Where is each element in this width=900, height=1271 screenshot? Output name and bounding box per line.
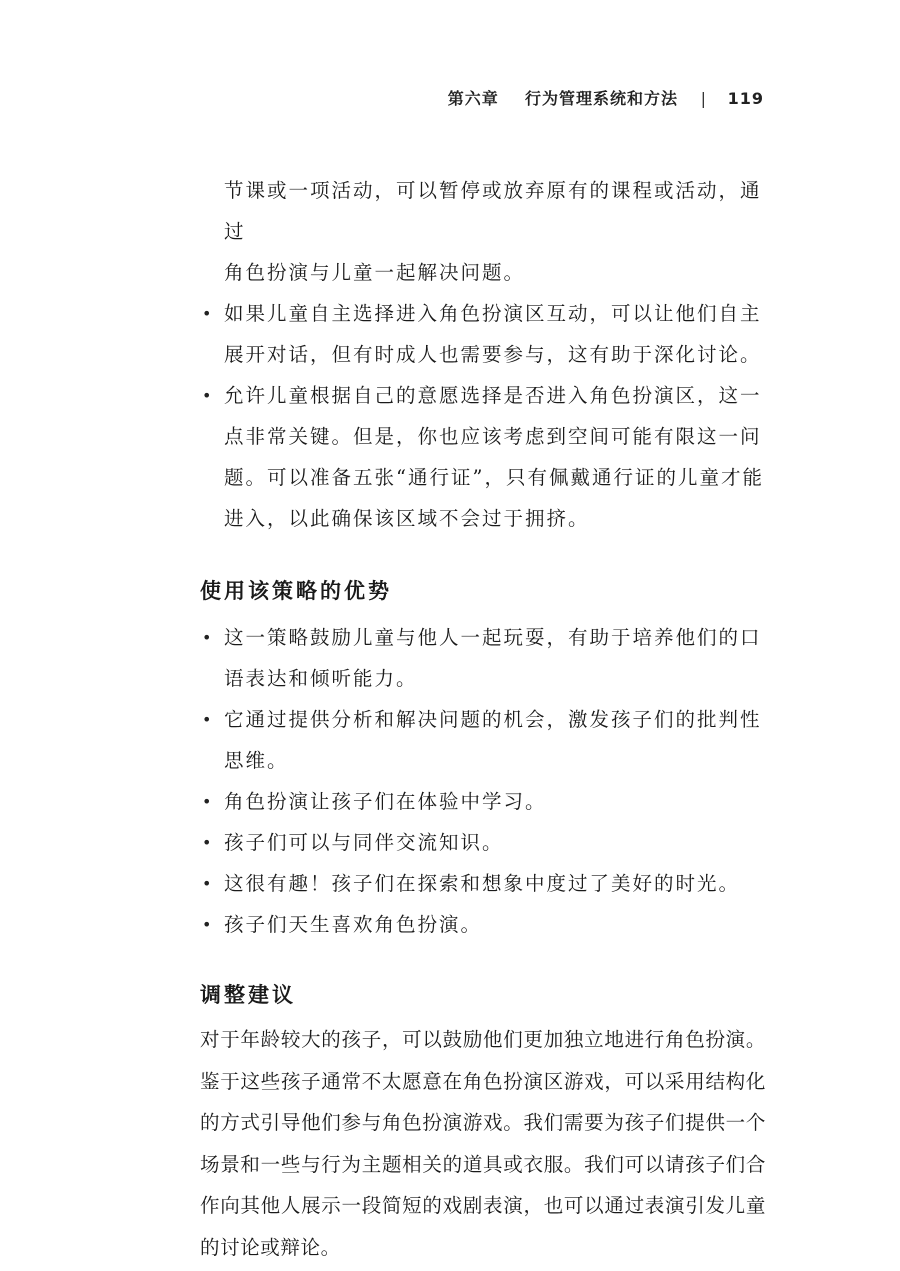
advantages-list bbox=[200, 617, 766, 945]
list-item bbox=[200, 863, 766, 904]
section-heading-advantages: 使用该策略的优势 bbox=[200, 578, 392, 603]
continuation-line: 角色扮演与儿童一起解决问题。 bbox=[224, 261, 526, 284]
continuation-line: 节课或一项活动，可以暂停或放弃原有的课程或活动，通过 bbox=[224, 179, 762, 243]
bullet-icon: • bbox=[202, 628, 214, 647]
bullet-icon: • bbox=[202, 915, 214, 934]
list-item-text: 如果儿童自主选择进入角色扮演区互动，可以让他们自主展开对话，但有时成人也需要参与，这有助于深化讨论。 bbox=[224, 302, 762, 366]
running-head bbox=[448, 86, 764, 109]
list-item bbox=[200, 375, 766, 539]
page-content bbox=[200, 170, 766, 1268]
list-item bbox=[200, 699, 766, 781]
bullet-icon: • bbox=[202, 710, 214, 729]
bullet-icon: • bbox=[202, 304, 214, 323]
list-item-text: 这很有趣！孩子们在探索和想象中度过了美好的时光。 bbox=[224, 872, 741, 895]
list-item bbox=[200, 293, 766, 375]
bullet-icon: • bbox=[202, 874, 214, 893]
bullet-icon: • bbox=[202, 833, 214, 852]
list-item bbox=[200, 904, 766, 945]
list-item bbox=[200, 781, 766, 822]
adjustments-paragraph: 对于年龄较大的孩子，可以鼓励他们更加独立地进行角色扮演。鉴于这些孩子通常不太愿意在角色扮演区游戏，可以采用结构化的方式引导他们参与角色扮演游戏。我们需要为孩子们提供一个场景和一些与行为主题相关的道具或衣服。我们可以请孩子们合作向其他人展示一段简短的戏剧表演，也可以通过表演引发儿童的讨论或辩论。 bbox=[200, 1028, 766, 1259]
continuation-paragraph bbox=[224, 170, 766, 293]
list-item bbox=[200, 822, 766, 863]
list-item bbox=[200, 617, 766, 699]
first-bullet-list bbox=[200, 293, 766, 539]
list-item-text: 允许儿童根据自己的意愿选择是否进入角色扮演区，这一点非常关键。但是，你也应该考虑到空间可能有限这一问题。可以准备五张“通行证”，只有佩戴通行证的儿童才能进入，以此确保该区域不会过于拥挤。 bbox=[224, 384, 764, 530]
list-item-text: 这一策略鼓励儿童与他人一起玩耍，有助于培养他们的口语表达和倾听能力。 bbox=[224, 626, 762, 690]
chapter-title: 行为管理系统和方法 bbox=[525, 89, 679, 108]
section-heading-adjustments: 调整建议 bbox=[200, 982, 296, 1007]
list-item-text: 角色扮演让孩子们在体验中学习。 bbox=[224, 790, 547, 813]
chapter-label: 第六章 bbox=[447, 89, 499, 108]
list-item-text: 孩子们可以与同伴交流知识。 bbox=[224, 831, 504, 854]
bullet-icon: • bbox=[202, 386, 214, 405]
bullet-icon: • bbox=[202, 792, 214, 811]
page-number: 119 bbox=[727, 89, 764, 108]
list-item-text: 孩子们天生喜欢角色扮演。 bbox=[224, 913, 483, 936]
list-item-text: 它通过提供分析和解决问题的机会，激发孩子们的批判性思维。 bbox=[224, 708, 762, 772]
header-separator: | bbox=[700, 89, 708, 108]
